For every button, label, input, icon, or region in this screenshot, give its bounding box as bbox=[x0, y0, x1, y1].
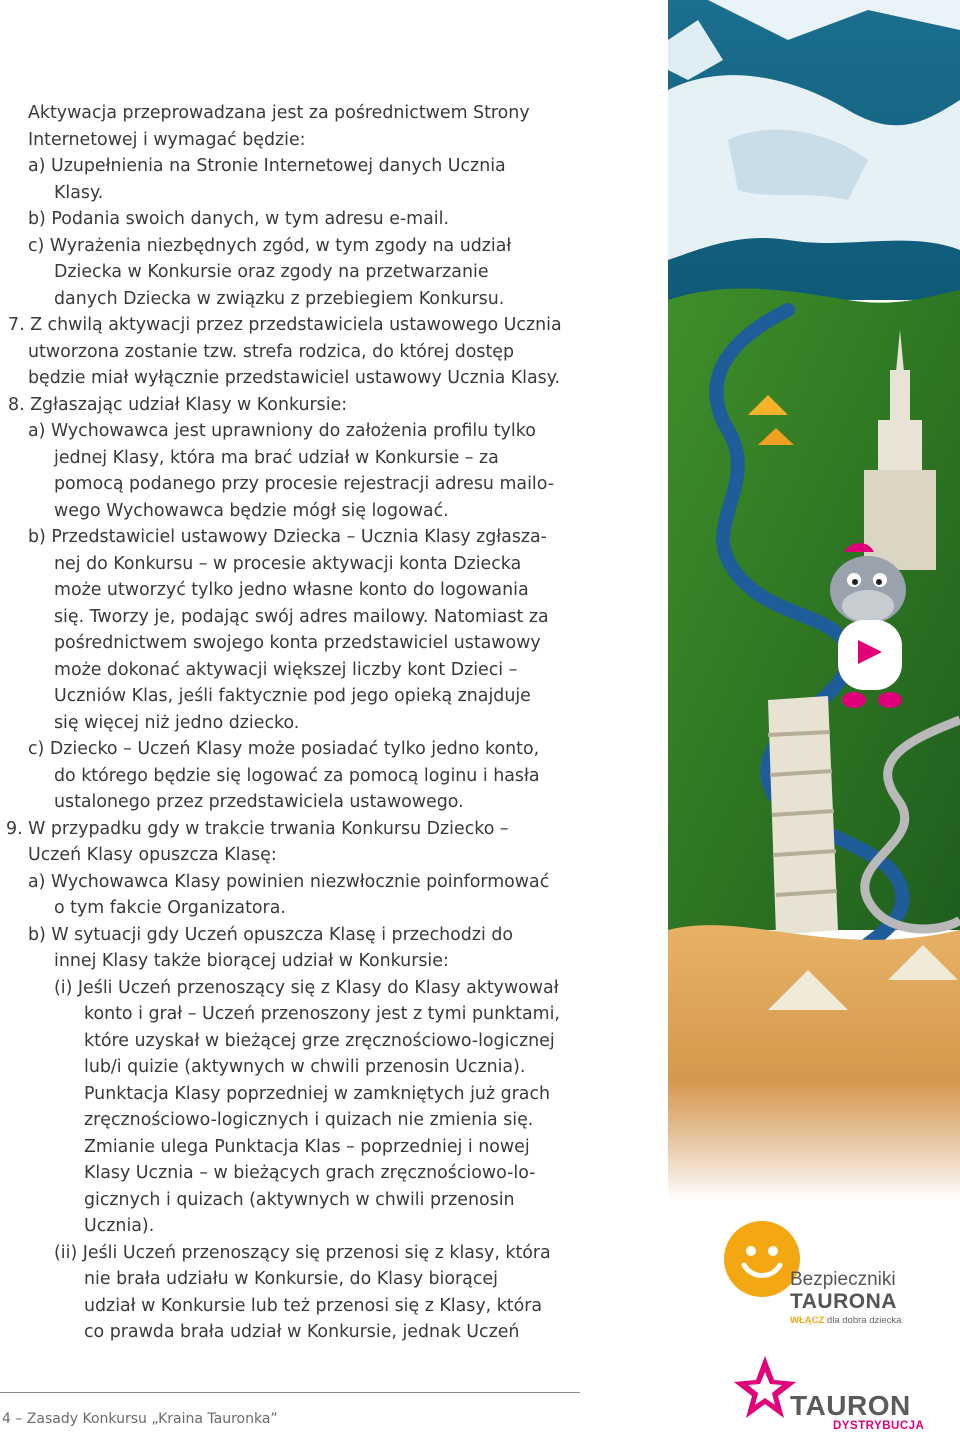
text-line: Uczeń Klasy opuszcza Klasę: bbox=[28, 845, 277, 865]
text-line: lub/i quizie (aktywnych w chwili przenosin Ucznia). bbox=[84, 1057, 526, 1077]
text-line: Uczniów Klas, jeśli faktycznie pod jego opieką znajduje bbox=[54, 686, 531, 706]
tauron-dystrybucja-logo bbox=[730, 1350, 960, 1435]
text-line: c) Wyrażenia niezbędnych zgód, w tym zgody na udział bbox=[28, 235, 512, 256]
text-line: pośrednictwem swojego konta przedstawiciel ustawowy bbox=[54, 633, 541, 653]
text-line: które uzyskał w bieżącej grze zręcznościowo-logicznej bbox=[84, 1030, 555, 1051]
text-line: nie brała udziału w Konkursie, do Klasy biorącej bbox=[84, 1269, 498, 1289]
text-line: zręcznościowo-logicznych i quizach nie zmienia się. bbox=[84, 1110, 534, 1130]
footer-divider bbox=[0, 1392, 580, 1393]
regulations-text bbox=[0, 100, 668, 1346]
text-line: b) Przedstawiciel ustawowy Dziecka – Ucznia Klasy zgłasza- bbox=[28, 527, 547, 547]
text-line: 9. W przypadku gdy w trakcie trwania Konkursu Dziecko – bbox=[6, 818, 509, 839]
text-line: się. Tworzy je, podając swój adres mailowy. Natomiast za bbox=[54, 606, 549, 627]
bezpieczniki-title: Bezpieczniki bbox=[790, 1269, 896, 1290]
text-line: danych Dziecka w związku z przebiegiem Konkursu. bbox=[54, 288, 505, 309]
text-line: b) W sytuacji gdy Uczeń opuszcza Klasę i przechodzi do bbox=[28, 924, 513, 945]
text-line: nej do Konkursu – w procesie aktywacji konta Dziecka bbox=[54, 553, 522, 574]
text-line: a) Uzupełnienia na Stronie Internetowej danych Ucznia bbox=[28, 156, 506, 176]
text-line: Ucznia). bbox=[84, 1216, 155, 1236]
bezpieczniki-taurona-logo bbox=[720, 1215, 960, 1325]
text-line: a) Wychowawca Klasy powinien niezwłocznie poinformować bbox=[28, 871, 550, 892]
text-line: będzie miał wyłącznie przedstawiciel ustawowy Ucznia Klasy. bbox=[28, 368, 561, 388]
text-line: wego Wychowawca będzie mógł się logować. bbox=[54, 500, 449, 521]
text-line: Aktywacja przeprowadzana jest za pośrednictwem Strony bbox=[28, 103, 530, 123]
text-line: c) Dziecko – Uczeń Klasy może posiadać tylko jedno konto, bbox=[28, 739, 540, 759]
text-line: b) Podania swoich danych, w tym adresu e-mail. bbox=[28, 209, 449, 229]
text-line: jednej Klasy, która ma brać udział w Konkursie – za bbox=[54, 447, 499, 468]
text-line: Zmianie ulega Punktacja Klas – poprzedniej i nowej bbox=[84, 1136, 530, 1157]
page-footer: 4 – Zasady Konkursu „Kraina Tauronka” bbox=[2, 1411, 278, 1427]
tauron-subtitle: DYSTRYBUCJA bbox=[833, 1420, 925, 1432]
text-line: konto i grał – Uczeń przenoszony jest z tymi punktami, bbox=[84, 1004, 560, 1024]
tagline-strong: WŁĄCZ bbox=[790, 1315, 825, 1326]
tauron-wordmark: TAURON bbox=[790, 1390, 911, 1421]
text-line: się więcej niż jedno dziecko. bbox=[54, 712, 300, 733]
text-line: może dokonać aktywacji większej liczby kont Dzieci – bbox=[54, 659, 518, 680]
smiley-icon bbox=[724, 1221, 800, 1297]
text-line: Dziecka w Konkursie oraz zgody na przetwarzanie bbox=[54, 262, 489, 282]
text-line: ustalonego przez przedstawiciela ustawowego. bbox=[54, 792, 464, 812]
text-line: Klasy Ucznia – w bieżących grach zręcznościowo-lo- bbox=[84, 1163, 536, 1183]
text-line: gicznych i quizach (aktywnych w chwili przenosin bbox=[84, 1189, 515, 1210]
text-line: co prawda brała udział w Konkursie, jednak Uczeń bbox=[84, 1322, 520, 1342]
text-line: a) Wychowawca jest uprawniony do założenia profilu tylko bbox=[28, 421, 536, 441]
text-line: Punktacja Klasy poprzedniej w zamkniętych już grach bbox=[84, 1083, 551, 1104]
text-line: 7. Z chwilą aktywacji przez przedstawiciela ustawowego Ucznia bbox=[8, 315, 562, 335]
text-line: (ii) Jeśli Uczeń przenoszący się przenosi się z klasy, która bbox=[54, 1242, 551, 1263]
text-line: o tym fakcie Organizatora. bbox=[54, 898, 286, 918]
tagline-rest: dla dobra dziecka bbox=[824, 1315, 902, 1326]
text-line: pomocą podanego przy procesie rejestracji adresu mailo- bbox=[54, 474, 554, 494]
text-line: do którego będzie się logować za pomocą loginu i hasła bbox=[54, 765, 540, 786]
game-world-illustration bbox=[668, 0, 960, 1200]
text-line: Klasy. bbox=[54, 182, 104, 203]
bezpieczniki-tagline bbox=[790, 1315, 901, 1326]
text-line: 8. Zgłaszając udział Klasy w Konkursie: bbox=[8, 394, 348, 415]
text-line: Internetowej i wymagać będzie: bbox=[28, 129, 306, 150]
text-line: (i) Jeśli Uczeń przenoszący się z Klasy do Klasy aktywował bbox=[54, 977, 559, 998]
text-line: udział w Konkursie lub też przenosi się z Klasy, która bbox=[84, 1295, 543, 1316]
text-line: utworzona zostanie tzw. strefa rodzica, do której dostęp bbox=[28, 341, 515, 362]
bezpieczniki-brand: TAURONA bbox=[790, 1290, 897, 1313]
text-line: innej Klasy także biorącej udział w Konkursie: bbox=[54, 951, 449, 971]
text-line: może utworzyć tylko jedno własne konto do logowania bbox=[54, 580, 529, 600]
